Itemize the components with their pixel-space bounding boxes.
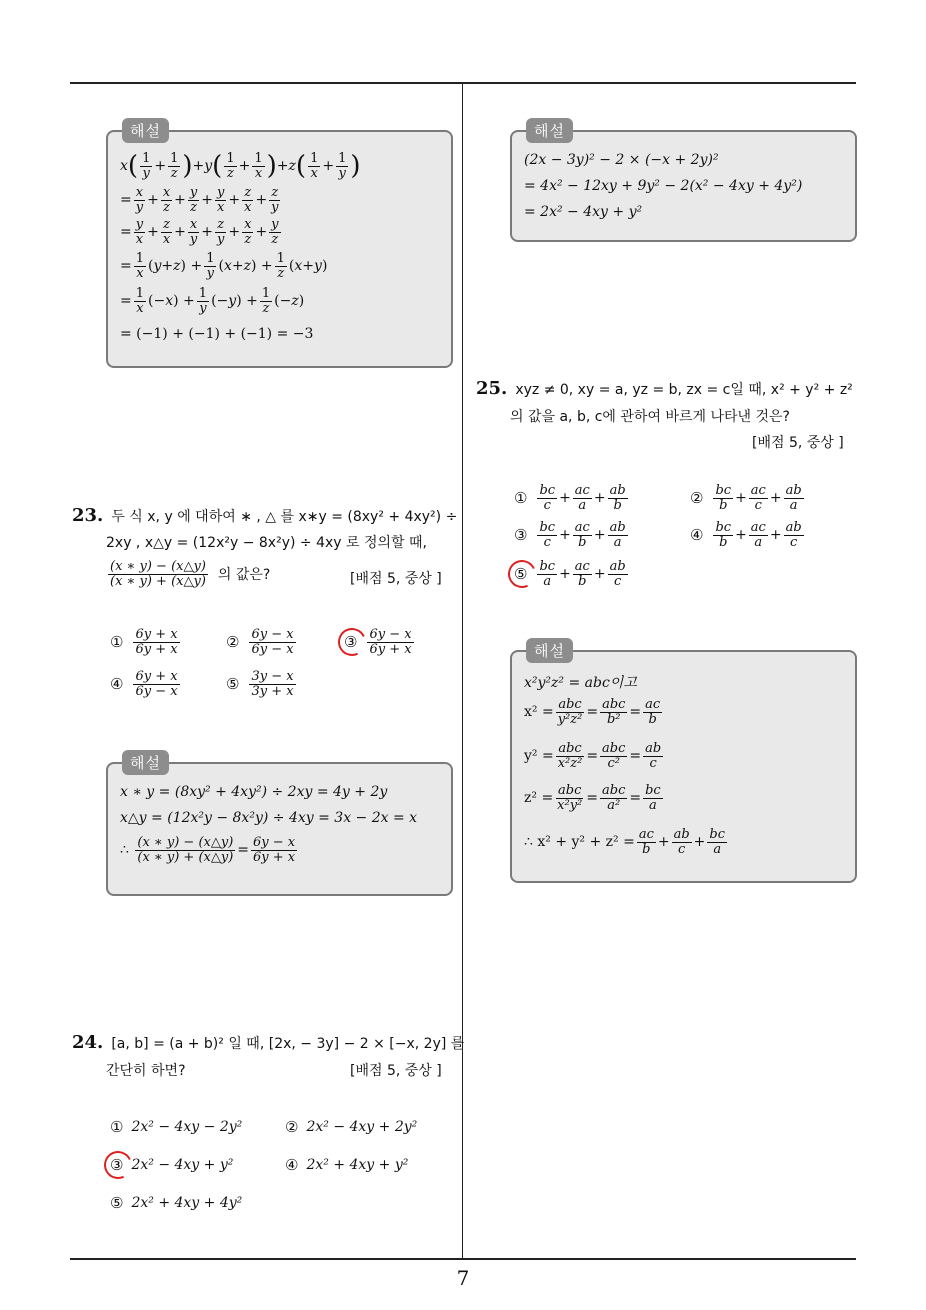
q23-points: [배점 5, 중상 ]: [350, 571, 442, 587]
q25-number: 25.: [476, 378, 508, 399]
q25-sol-line-2: x² = abc y²z² = abc b² = $\frac{ac}{b}$: [524, 697, 661, 727]
q23-choice-1[interactable]: ① 6y + x 6y + x: [110, 627, 178, 657]
q25-stem-text-1: xyz ≠ 0, xy = a, yz = b, zx = c일 때, x² + y² + z²: [515, 381, 853, 398]
solution-box-q25: [510, 642, 857, 883]
q23-stem-2: 2xy , x△y = (12x²y − 8x²y) ÷ 4xy 로 정의할 때,: [106, 535, 427, 551]
q24-number: 24.: [72, 1032, 104, 1053]
q22-line-3: = $\frac{y}{x}$ + $\frac{z}{x}$ + $\frac{x}{y}$ + $\frac{z}{y}$ + $\frac{x}{z}$ + $\frac{y}{z}$: [120, 217, 279, 247]
column-divider: [462, 84, 463, 1258]
q24-choice-5[interactable]: ⑤ 2x² + 4xy + 4y²: [110, 1194, 243, 1212]
q25-sol-line-5: ∴ x² + y² + z² = $\frac{ac}{b}$ + $\frac{ab}{c}$ + $\frac{bc}{a}$: [524, 827, 726, 857]
q24-points: [배점 5, 중상 ]: [350, 1063, 442, 1079]
q24-choice-1[interactable]: ① 2x² − 4xy − 2y²: [110, 1118, 243, 1136]
q24-choice-3[interactable]: ③ 2x² − 4xy + y²: [110, 1156, 233, 1174]
q23-choice-4[interactable]: ④ 6y + x 6y − x: [110, 669, 178, 699]
q24-choice-2[interactable]: ② 2x² − 4xy + 2y²: [285, 1118, 418, 1136]
q23-choice-5[interactable]: ⑤ 3y − x 3y + x: [226, 669, 294, 699]
bottom-rule: [70, 1258, 856, 1260]
solution-box-q22: [106, 122, 453, 368]
answer-circle: [334, 624, 370, 660]
q22-line-6: = (−1) + (−1) + (−1) = −3: [120, 326, 314, 342]
q22-line-1: x ( 1 y + $\frac{1}{z}$ ) + y ( 1 z + $\frac{1}{x}$ ) + z ( 1 x + $\frac{1}{y}$ ): [120, 151, 361, 182]
page-number: 7: [456, 1266, 470, 1290]
solution-tag: 해설: [122, 118, 169, 143]
q23-sol-line-3: ∴ $\frac{(x ∗ y) - (x\triangle y)}{(x ∗ y) + (x\triangle y)}$ = $\frac{6y - x}{6y + x}$: [120, 835, 296, 865]
q25-stem-1: [476, 378, 853, 399]
solution-tag: 해설: [122, 750, 169, 775]
q23-sol-line-2: x△y = (12x²y − 8x²y) ÷ 4xy = 3x − 2x = x: [120, 810, 418, 826]
answer-circle: [504, 556, 540, 592]
q25-sol-line-1: x²y²z² = abc이고: [524, 675, 637, 691]
solution-tag: 해설: [526, 638, 573, 663]
solution-box-q24: [510, 122, 857, 242]
q24-stem-text-1: [a, b] = (a + b)² 일 때, [2x, − 3y] − 2 × [−x, 2y] 를: [111, 1035, 465, 1052]
q25-points: [배점 5, 중상 ]: [752, 435, 844, 451]
q23-sol-line-1: x ∗ y = (8xy² + 4xy²) ÷ 2xy = 4y + 2y: [120, 784, 388, 800]
q25-choice-3[interactable]: ③ bc c + $\frac{ac}{b}$ + $\frac{ab}{a}$: [514, 520, 626, 550]
q24-stem-1: [72, 1032, 464, 1053]
q23-stem-text-1: 두 식 x, y 에 대하여 ∗ , △ 를 x∗y = (8xy² + 4xy²) ÷: [111, 508, 458, 525]
q24-sol-line-1: (2x − 3y)² − 2 × (−x + 2y)²: [524, 152, 719, 168]
q23-number: 23.: [72, 505, 104, 526]
q25-choice-2[interactable]: ② bc b + $\frac{ac}{c}$ + $\frac{ab}{a}$: [690, 483, 802, 513]
q25-sol-line-3: y² = abc x²z² = abc c² = $\frac{ab}{c}$: [524, 741, 662, 771]
q25-choice-4[interactable]: ④ bc b + $\frac{ac}{a}$ + $\frac{ab}{c}$: [690, 520, 802, 550]
solution-tag: 해설: [526, 118, 573, 143]
q24-stem-2: 간단히 하면?: [106, 1063, 186, 1079]
top-rule: [70, 82, 856, 84]
q24-sol-line-3: = 2x² − 4xy + y²: [524, 204, 643, 220]
q25-stem-2: 의 값을 a, b, c에 관하여 바르게 나타낸 것은?: [510, 409, 790, 425]
q22-line-4: = $\frac{1}{x}$ ( y + z ) + $\frac{1}{y}$ ( x + z ) + $\frac{1}{z}$ ( x + y ): [120, 251, 328, 281]
answer-circle: [100, 1147, 136, 1183]
q23-stem-3: (x ∗ y) − (x△y) (x ∗ y) + (x△y) 의 값은?: [110, 559, 271, 589]
q23-stem-1: [72, 505, 457, 526]
solution-box-q23: [106, 754, 453, 896]
q25-sol-line-4: z² = abc x²y² = abc a² = $\frac{bc}{a}$: [524, 783, 661, 813]
q24-sol-line-2: = 4x² − 12xy + 9y² − 2(x² − 4xy + 4y²): [524, 178, 803, 194]
q22-line-5: = $\frac{1}{x}$ (− x ) + $\frac{1}{y}$ (− y ) + $\frac{1}{z}$ (− z ): [120, 286, 305, 316]
q25-choice-1[interactable]: ① bc c + $\frac{ac}{a}$ + $\frac{ab}{b}$: [514, 483, 626, 513]
q25-choice-5[interactable]: ⑤ bc a + $\frac{ac}{b}$ + $\frac{ab}{c}$: [514, 560, 630, 588]
q23-choice-3[interactable]: ③ 6y − x 6y + x: [344, 628, 416, 656]
q22-line-2: = $\frac{x}{y}$ + $\frac{x}{z}$ + $\frac{y}{z}$ + $\frac{y}{x}$ + $\frac{z}{x}$ + $\frac{z}{y}$: [120, 185, 279, 215]
q23-choice-2[interactable]: ② 6y − x 6y − x: [226, 627, 294, 657]
q24-choice-4[interactable]: ④ 2x² + 4xy + y²: [285, 1156, 409, 1174]
